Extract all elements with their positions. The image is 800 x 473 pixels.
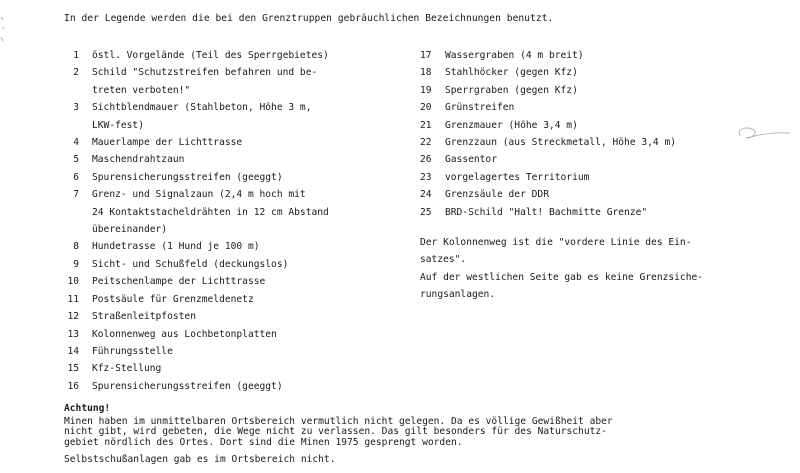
legend-item [420, 47, 760, 64]
legend-number: 24 [420, 189, 432, 201]
legend-text: Führungsstelle [92, 345, 173, 357]
legend-number: 9 [73, 258, 79, 270]
legend-text: Grenzzaun (aus Streckmetall, Höhe 3,4 m) [445, 137, 677, 149]
legend-text: Grenzsäule der DDR [445, 189, 549, 201]
legend-number: 18 [420, 67, 432, 79]
legend-text: Kolonnenweg aus Lochbetonplatten [92, 328, 277, 340]
legend-item [64, 343, 414, 360]
legend-item [64, 134, 414, 151]
legend-text: Kfz-Stellung [92, 363, 162, 375]
legend-number: 26 [420, 154, 432, 166]
legend-number: 7 [73, 189, 79, 201]
warning-title: Achtung! [64, 403, 111, 414]
legend-item [64, 186, 414, 238]
legend-item [64, 99, 414, 134]
legend-text: Peitschenlampe der Lichttrasse [92, 276, 266, 288]
legend-number: 25 [420, 206, 432, 218]
legend-item [64, 151, 414, 168]
legend-text: Spurensicherungsstreifen (geeggt) [92, 380, 283, 392]
legend-number: 11 [67, 293, 79, 305]
legend-item [420, 117, 760, 134]
legend-number: 6 [73, 171, 79, 183]
legend-text: Postsäule für Grenzmeldenetz [92, 293, 254, 305]
legend-item [64, 360, 414, 377]
legend-item [64, 326, 414, 343]
legend-text: Gassentor [445, 154, 497, 166]
legend-number: 17 [420, 50, 432, 61]
legend-item [420, 64, 760, 81]
legend-item [64, 169, 414, 186]
legend-number: 19 [420, 84, 432, 96]
legend-text: Hundetrasse (1 Hund je 100 m) [92, 241, 260, 253]
legend-item [64, 273, 414, 290]
side-notes [420, 234, 780, 304]
legend-text: Grenzmauer (Höhe 3,4 m) [445, 119, 578, 131]
legend-number: 10 [67, 276, 79, 288]
legend-item [420, 151, 760, 168]
warning-body: Minen haben im unmittelbaren Ortsbereich vermutlich nicht gelegen. Da es völlige Gewißheit aber nicht gibt, wird gebeten, die Wege nicht zu verlassen. Das gilt besonders für des Naturschutz- gebiet nördlich des Ortes. Dort sind die Minen 1975 gesprengt worden. [64, 416, 613, 448]
legend-number: 16 [67, 380, 79, 392]
scan-edge-mark [0, 15, 6, 45]
legend-item [420, 134, 760, 151]
legend-number: 4 [73, 137, 79, 149]
legend-item [420, 99, 760, 116]
legend-item [420, 82, 760, 99]
pen-scribble-icon [732, 124, 792, 148]
legend-text: Mauerlampe der Lichttrasse [92, 137, 243, 149]
legend-item [420, 186, 760, 203]
legend-list-right [420, 47, 760, 221]
legend-number: 3 [73, 102, 79, 114]
legend-number: 14 [67, 345, 79, 357]
legend-text: östl. Vorgelände (Teil des Sperrgebietes) [92, 50, 329, 61]
legend-number: 22 [420, 137, 432, 149]
legend-text: Stahlhöcker (gegen Kfz) [445, 67, 578, 79]
note-westliche-seite: Auf der westlichen Seite gab es keine Grenzsiche- rungsanlagen. [420, 271, 704, 301]
warning-selbstschuss: Selbstschußanlagen gab es im Ortsbereich nicht. [64, 454, 336, 466]
legend-item [420, 169, 760, 186]
legend-text: Grenz- und Signalzaun (2,4 m hoch mit 24 Kontaktstacheldrähten in 12 cm Abstand übereinander) [92, 189, 329, 236]
legend-text: Sichtblendmauer (Stahlbeton, Höhe 3 m, LKW-fest) [92, 102, 312, 131]
intro-text: In der Legende werden die bei den Grenztruppen gebräuchlichen Bezeichnungen benutzt. [64, 13, 554, 24]
legend-number: 5 [73, 154, 79, 166]
legend-item [64, 378, 414, 395]
legend-number: 15 [67, 363, 79, 375]
legend-text: Wassergraben (4 m breit) [445, 50, 584, 61]
legend-text: Sicht- und Schußfeld (deckungslos) [92, 258, 289, 270]
legend-text: Spurensicherungsstreifen (geeggt) [92, 171, 283, 183]
note-kolonnenweg: Der Kolonnenweg ist die "vordere Linie des Ein- satzes". [420, 237, 692, 266]
legend-item [420, 204, 760, 221]
legend-list-left [64, 47, 414, 395]
legend-item [64, 291, 414, 308]
legend-number: 23 [420, 171, 432, 183]
legend-number: 1 [73, 50, 79, 61]
legend-text: Grünstreifen [445, 102, 515, 114]
legend-number: 13 [67, 328, 79, 340]
legend-number: 8 [73, 241, 79, 253]
legend-text: BRD-Schild "Halt! Bachmitte Grenze" [445, 206, 648, 218]
legend-text: Maschendrahtzaun [92, 154, 185, 166]
legend-number: 21 [420, 119, 432, 131]
legend-text: Schild "Schutzstreifen befahren und be- treten verboten!" [92, 67, 318, 96]
legend-number: 2 [73, 67, 79, 79]
warning-section [64, 403, 784, 465]
legend-item [64, 256, 414, 273]
legend-item [64, 308, 414, 325]
legend-item [64, 64, 414, 99]
legend-number: 20 [420, 102, 432, 114]
legend-item [64, 47, 414, 64]
legend-text: vorgelagertes Territorium [445, 171, 590, 183]
legend-text: Sperrgraben (gegen Kfz) [445, 84, 578, 96]
legend-item [64, 238, 414, 255]
legend-text: Straßenleitpfosten [92, 311, 196, 323]
legend-number: 12 [67, 311, 79, 323]
